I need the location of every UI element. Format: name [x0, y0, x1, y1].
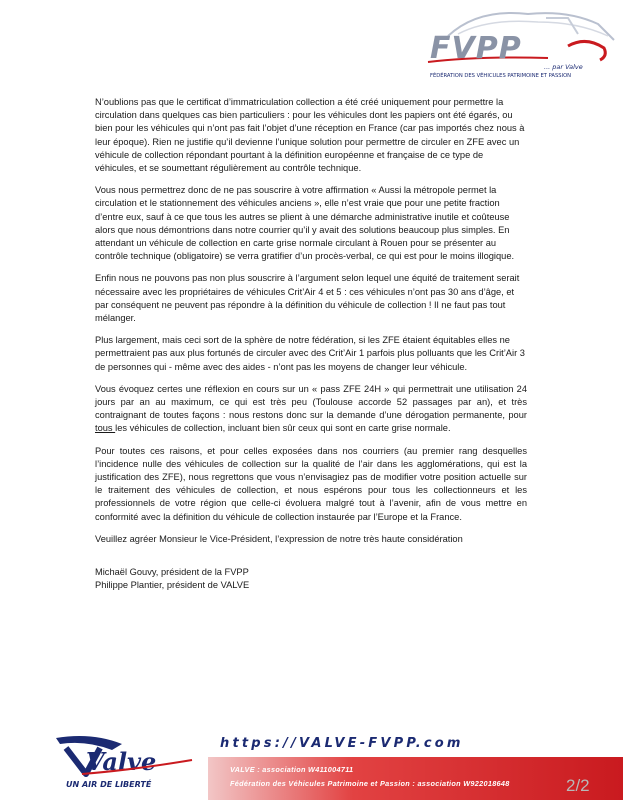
- paragraph-3: Enfin nous ne pouvons pas non plus souscrire à l’argument selon lequel une équité de traitement serait nécessaire avec les propriétaires de véhicules Crit’Air 4 et 5 : ces véhicules n’ont pas 30 ans d’âge, et par conséquent ne peuvent pas répondre à la définition du véhicule de collection ! Il ne faut pas tout mélanger.: [95, 273, 520, 324]
- paragraph-5: [95, 383, 527, 436]
- signatures: [95, 566, 527, 592]
- footer-association-valve: VALVE : association W411004711: [230, 765, 354, 774]
- valve-logo-text: Valve: [86, 747, 157, 776]
- letter-body: [95, 96, 527, 593]
- paragraph-5-underlined: tous: [95, 423, 116, 434]
- signature-fvpp: Michaël Gouvy, président de la FVPP: [95, 567, 249, 578]
- fvpp-logo-text: FVPP: [430, 31, 522, 66]
- page-number: 2/2: [566, 776, 590, 795]
- fvpp-logo-byline: ... par Valve: [544, 63, 583, 71]
- paragraph-5-start: Vous évoquez certes une réflexion en cours sur un « pass ZFE 24H » qui permettrait une utilisation 24 jours par an au maximum, ce qui est très peu (Toulouse accorde 52 passages par an), et très contraignant de toutes façons : nous restons donc sur la demande d’une dérogation permanente, pour: [95, 383, 527, 421]
- fvpp-logo-tagline: FÉDÉRATION DES VÉHICULES PATRIMOINE ET PASSION: [430, 73, 572, 79]
- paragraph-2: Vous nous permettrez donc de ne pas souscrire à votre affirmation « Aussi la métropole permet la circulation et le stationnement des véhicules anciens », elle n’est vraie que pour une petite fraction d’entre eux, sauf à ce que tous les autres se plient à une démarche administrative inutile et coûteuse alors que nous démontrions dans notre courrier qu’il y avait des solutions beaucoup plus simples. En attendant un véhicule de collection en carte grise normale circulant à Rouen pour se présenter au contrôle technique (obligatoire) se verra gratifier d’un procès-verbal, ce qui est pour le moins illogique.: [95, 185, 515, 262]
- paragraph-6: Pour toutes ces raisons, et pour celles exposées dans nos courriers (au premier rang desquelles l’incidence nulle des véhicules de collection sur la qualité de l’air dans les agglomérations, qui est la justification des ZFE), nous regrettons que vous n’envisagiez pas de modifier votre position actuelle sur le traitement des véhicules de collection, et nous espérons pour tous les collectionneurs et les professionnels de votre région que celle-ci évoluera malgré tout à l’avenir, afin de vous mettre en conformité avec la définition du véhicule de collection instaurée par l’Europe et la France.: [95, 445, 527, 522]
- signature-valve: Philippe Plantier, président de VALVE: [95, 580, 250, 591]
- paragraph-5-end: les véhicules de collection, incluant bien sûr ceux qui sont en carte grise normale.: [115, 423, 451, 434]
- closing-salutation: Veuillez agréer Monsieur le Vice-Président, l’expression de notre très haute considération: [95, 533, 463, 544]
- paragraph-4: Plus largement, mais ceci sort de la sphère de notre fédération, si les ZFE étaient équitables elles ne permettraient pas aux plus fortunés de circuler avec des Crit’Air 1 parfois plus polluants que les Crit’Air 3 de personnes qui - même avec des aides - n’ont pas les moyens de changer leur véhicule.: [95, 335, 525, 372]
- website-url[interactable]: https://VALVE-FVPP.com: [220, 736, 464, 751]
- footer-association-fvpp: Fédération des Véhicules Patrimoine et Passion : association W922018648: [230, 779, 510, 788]
- fvpp-logo-graphic: [418, 6, 618, 84]
- fvpp-logo: [418, 6, 618, 84]
- valve-slogan: UN AIR DE LIBERTÉ: [66, 780, 152, 789]
- paragraph-1: N’oublions pas que le certificat d’immatriculation collection a été créé uniquement pour permettre la circulation dans quelques cas bien particuliers : pour les véhicules dont les papiers ont été égarés, ou bien pour les véhicules qui n’ont pas fait l’objet d’une réception en France (car pas importés chez nous à leur époque). Rien ne justifie qu’il devienne l’unique solution pour permettre de circuler en ZFE avec un véhicule de collection répondant pourtant à la définition européenne et française de ce type de véhicules, et se soumettant régulièrement au contrôle technique.: [95, 97, 525, 174]
- footer-band: [208, 757, 623, 800]
- valve-logo-graphic: [52, 730, 202, 792]
- valve-logo: [52, 730, 202, 792]
